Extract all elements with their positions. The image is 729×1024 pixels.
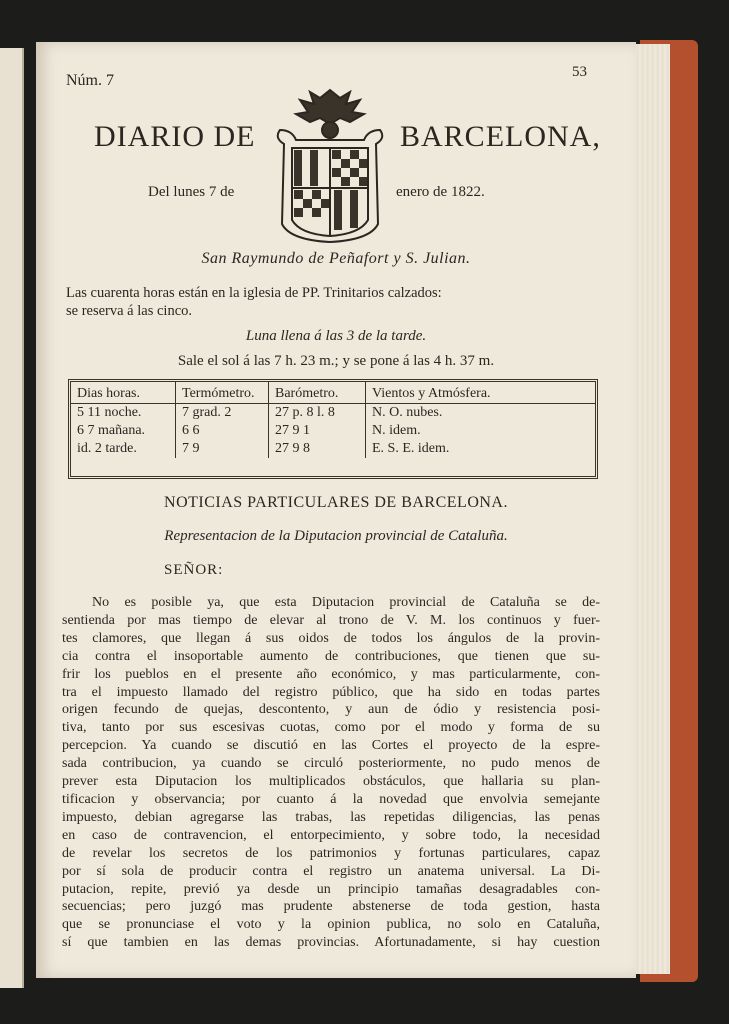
- body-line: tificacion y observancia; por cuanto á la novedad que envolvia semejante: [62, 791, 600, 807]
- moon-phase: Luna llena á las 3 de la tarde.: [245, 328, 427, 344]
- body-line: putacion, repite, previó ya desde un principio tamañas desagradables con-: [62, 881, 600, 897]
- weather-table: [68, 379, 598, 479]
- body-line: de revelar los secretos de los patrimonios y fortunas particulares, capaz: [62, 845, 600, 861]
- header-days-hours: Dias horas.: [71, 382, 176, 404]
- notice-line-1: Las cuarenta horas están en la iglesia de PP. Trinitarios calzados:: [66, 285, 442, 301]
- article-body: [62, 594, 600, 952]
- masthead-right: BARCELONA,: [400, 120, 601, 153]
- salutation: SEÑOR:: [164, 562, 224, 578]
- body-line: que se pronunciase el voto y la opinion publica, no solo en Cataluña,: [62, 917, 600, 933]
- body-line: No es posible ya, que esta Diputacion provincial de Cataluña se de-: [92, 595, 600, 610]
- header-barometer: Barómetro.: [269, 382, 366, 404]
- cell-thermometer: 7 grad. 2: [176, 404, 269, 423]
- cell-thermometer: 6 6: [176, 422, 269, 440]
- body-line: tes clamores, que llegan á sus oidos de todos los ángulos de la provin-: [62, 630, 600, 646]
- cell-winds: E. S. E. idem.: [372, 441, 450, 456]
- facing-page-edge: [0, 48, 24, 988]
- cell-barometer: 27 9 1: [269, 422, 366, 440]
- cell-winds: N. O. nubes.: [372, 405, 443, 420]
- cell-days-hours: 5 11 noche.: [71, 404, 176, 423]
- section-heading: NOTICIAS PARTICULARES DE BARCELONA.: [164, 494, 508, 511]
- coat-of-arms-emblem: [270, 84, 390, 246]
- body-line: tra el impuesto llamado del registro público, que ha sido en todas partes: [62, 684, 600, 700]
- body-line: sada contribucion, ya cuando se circuló posteriormente, no pudo menos de: [62, 756, 600, 772]
- date-left: Del lunes 7 de: [148, 184, 235, 200]
- cell-winds: N. idem.: [372, 423, 421, 438]
- body-line: tiva, tanto por sus escesivas cuotas, como por el modo y forma de su: [62, 720, 600, 736]
- page-number: 53: [572, 64, 587, 80]
- body-line: percepcion. Ya cuando se discutió en las Cortes el proyecto de la espre-: [62, 738, 600, 754]
- body-line: cia contra el insoportable aumento de contribuciones, que tienen que su-: [62, 648, 600, 664]
- body-line: sí que tambien en las demas provincias. Afortunadamente, si hay cuestion: [62, 935, 600, 951]
- body-line: sentienda por mas tiempo de elevar al trono de V. M. los continuos y fuer-: [62, 612, 600, 628]
- sunrise-sunset: Sale el sol á las 7 h. 23 m.; y se pone á las 4 h. 37 m.: [177, 353, 495, 369]
- header-thermometer: Termómetro.: [176, 382, 269, 404]
- saints-of-the-day: San Raymundo de Peñafort y S. Julian.: [201, 250, 471, 267]
- body-line: por sí sola de producir contra el registro un anatema universal. La Di-: [62, 863, 600, 879]
- body-line: secuencias; pero juzgó mas prudente abstenerse de toda gestion, hasta: [62, 899, 600, 915]
- cell-days-hours: 6 7 mañana.: [71, 422, 176, 440]
- date-right: enero de 1822.: [396, 184, 485, 200]
- body-line: en caso de contravencion, el entorpecimiento, y sobre todo, la necesidad: [62, 827, 600, 843]
- header-winds: Vientos y Atmósfera.: [366, 382, 596, 404]
- body-line: impuesto, debian agregarse las trabas, las repetidas diligencias, las penas: [62, 809, 600, 825]
- body-line: origen fecundo de quejas, descontento, y aun de ódio y resistencia posi-: [62, 702, 600, 718]
- table-row: [71, 440, 595, 458]
- article-subheading: Representacion de la Diputacion provincial de Cataluña.: [164, 528, 508, 544]
- body-line: prever esta Diputacion los multiplicados obstáculos, que hallaria su plan-: [62, 774, 600, 790]
- cell-barometer: 27 p. 8 l. 8: [269, 404, 366, 423]
- cell-barometer: 27 9 8: [269, 440, 366, 458]
- cell-days-hours: id. 2 tarde.: [71, 440, 176, 458]
- body-line: frir los pueblos en el presente año económico, y mas particularmente, con-: [62, 666, 600, 682]
- weather-table-header: [71, 382, 595, 404]
- masthead-left: DIARIO DE: [94, 120, 256, 153]
- table-row: [71, 404, 595, 423]
- issue-number: Núm. 7: [66, 72, 114, 89]
- table-row: [71, 422, 595, 440]
- notice-line-2: se reserva á las cinco.: [66, 303, 193, 319]
- cell-thermometer: 7 9: [176, 440, 269, 458]
- newspaper-page: [36, 42, 636, 978]
